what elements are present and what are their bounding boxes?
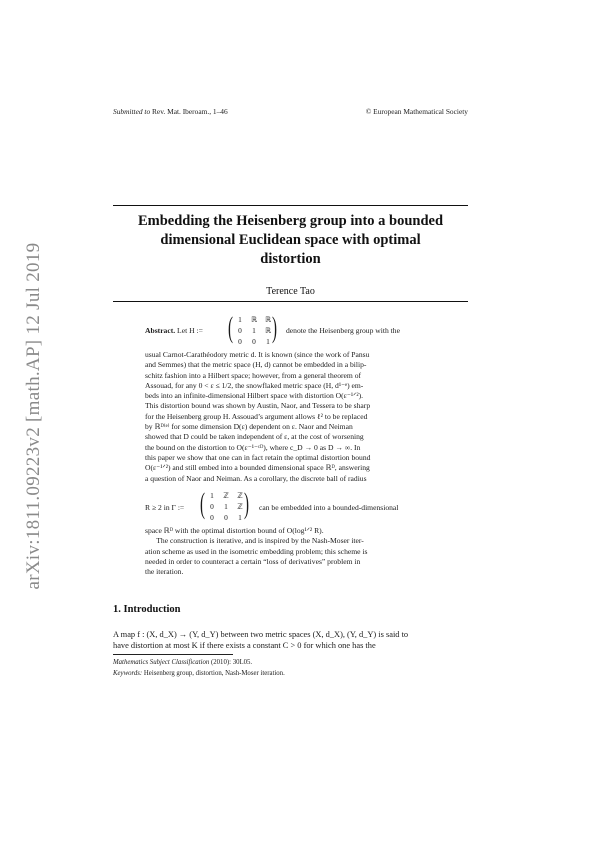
journal-name: Rev. Mat. Iberoam., 1–46 <box>150 107 228 116</box>
matrix-cell: ℤ <box>237 502 243 511</box>
abstract-line: the bound on the distortion to O(ε⁻¹⁻ᶜᴰ), where c_D → 0 as D → ∞. In <box>145 442 361 452</box>
abstract-line: The construction is iterative, and is inspired by the Nash-Moser iter- <box>145 536 364 546</box>
matrix-cell: 0 <box>238 337 242 346</box>
abstract-matrix2-lead: R ≥ 2 in Γ := <box>145 503 185 512</box>
title-bottom-rule <box>113 301 468 302</box>
abstract-line: this paper we show that one can in fact retain the optimal distortion bound <box>145 452 371 462</box>
keywords-value: Heisenberg group, distortion, Nash-Moser iteration. <box>142 670 285 677</box>
abstract-lead: Let H := <box>175 326 203 335</box>
abstract-body-a <box>145 350 438 484</box>
heisenberg-matrix-real: ( ) 1 ℝ ℝ 0 1 ℝ 0 0 1 <box>228 311 277 346</box>
matrix-cell: 0 <box>238 326 242 335</box>
abstract-line: for the Heisenberg group H. Assouad’s argument allows ℓ² to be replaced <box>145 411 368 421</box>
submitted-label: Submitted to <box>113 107 151 116</box>
discrete-heisenberg-matrix: ( ) 1 ℤ ℤ 0 1 ℤ 0 0 1 <box>200 487 249 522</box>
title-line: distortion <box>260 251 321 267</box>
abstract-line: space ℝᴰ with the optimal distortion bound of O(log¹ᐟ² R). <box>145 526 324 535</box>
footnote-rule <box>113 654 233 655</box>
abstract-label: Abstract. <box>145 326 176 335</box>
footnotes <box>113 657 468 679</box>
abstract-line: usual Carnot-Carathéodory metric d. It is known (since the work of Pansu <box>145 350 370 359</box>
abstract-head-tail: denote the Heisenberg group with the <box>286 326 400 335</box>
matrix-cell: 0 <box>224 513 228 522</box>
introduction-body <box>113 629 468 652</box>
abstract-line: and Semmes) that the metric space (H, d) cannot be embedded in a bilip- <box>145 360 367 370</box>
matrix-cell: 0 <box>252 337 256 346</box>
msc-footnote <box>113 657 468 668</box>
abstract-heading <box>145 326 203 335</box>
journal-info <box>113 107 228 116</box>
title-line: Embedding the Heisenberg group into a bounded <box>137 213 444 229</box>
abstract-line: a question of Naor and Neiman. As a corollary, the discrete ball of radius <box>145 473 367 483</box>
abstract-line: needed in order to counteract a certain “loss of derivatives” problem in <box>145 556 361 566</box>
matrix-cell: ℝ <box>251 315 257 324</box>
matrix-cell: ℝ <box>265 326 271 335</box>
matrix-cell: 1 <box>210 491 214 500</box>
abstract-body-b <box>145 526 438 577</box>
abstract-line: the iteration. <box>145 567 184 577</box>
msc-label: Mathematics Subject Classification <box>113 659 210 666</box>
matrix-cell: 1 <box>238 513 242 522</box>
author-name: Terence Tao <box>266 286 315 297</box>
keywords-footnote <box>113 668 468 679</box>
title-top-rule <box>113 205 468 206</box>
abstract-line: ation scheme as used in the isometric embedding problem; this scheme is <box>145 546 368 556</box>
matrix-cell: 1 <box>266 337 270 346</box>
section-heading-introduction: 1. Introduction <box>113 604 181 615</box>
matrix-cell: 1 <box>238 315 242 324</box>
abstract-matrix2-tail: can be embedded into a bounded-dimensional <box>259 503 399 512</box>
abstract-line: schitz fashion into a Hilbert space; however, from a general theorem of <box>145 370 362 380</box>
abstract-line: O(ε⁻¹ᐟ²) and still embed into a bounded dimensional space ℝᴰ, answering <box>145 463 370 473</box>
msc-value: (2010): 30L05. <box>209 659 253 666</box>
copyright-notice: © European Mathematical Society <box>365 107 468 116</box>
abstract-line: This distortion bound was shown by Austin, Naor, and Tessera to be sharp <box>145 401 371 411</box>
abstract-line: by ℝᴰ⁽ᵉ⁾ for some dimension D(ε) dependent on ε. Naor and Neiman <box>145 422 353 432</box>
body-line: A map f : (X, d_X) → (Y, d_Y) between two metric spaces (X, d_X), (Y, d_Y) is said to <box>113 630 409 639</box>
matrix-cell: ℤ <box>223 491 229 500</box>
matrix-cell: 0 <box>210 513 214 522</box>
matrix-cell: ℤ <box>237 491 243 500</box>
title-line: dimensional Euclidean space with optimal <box>160 232 421 248</box>
matrix-cell: 1 <box>252 326 256 335</box>
arxiv-side-stamp: arXiv:1811.09223v2 [math.AP] 12 Jul 2019 <box>23 242 44 590</box>
keywords-label: Keywords: <box>113 670 143 677</box>
abstract-line: beds into an infinite-dimensional Hilbert space with distortion O(ε⁻¹ᐟ²). <box>145 391 364 401</box>
paper-title <box>113 212 468 269</box>
matrix-cell: ℝ <box>265 315 271 324</box>
abstract-line: Assouad, for any 0 < ε ≤ 1/2, the snowflaked metric space (H, d¹⁻ᵉ) em- <box>145 380 364 390</box>
abstract-line: showed that D could be taken independent of ε, at the cost of worsening <box>145 432 364 442</box>
body-line: have distortion at most K if there exists a constant C > 0 for which one has the <box>113 641 376 651</box>
matrix-cell: 0 <box>210 502 214 511</box>
matrix-cell: 1 <box>224 502 228 511</box>
